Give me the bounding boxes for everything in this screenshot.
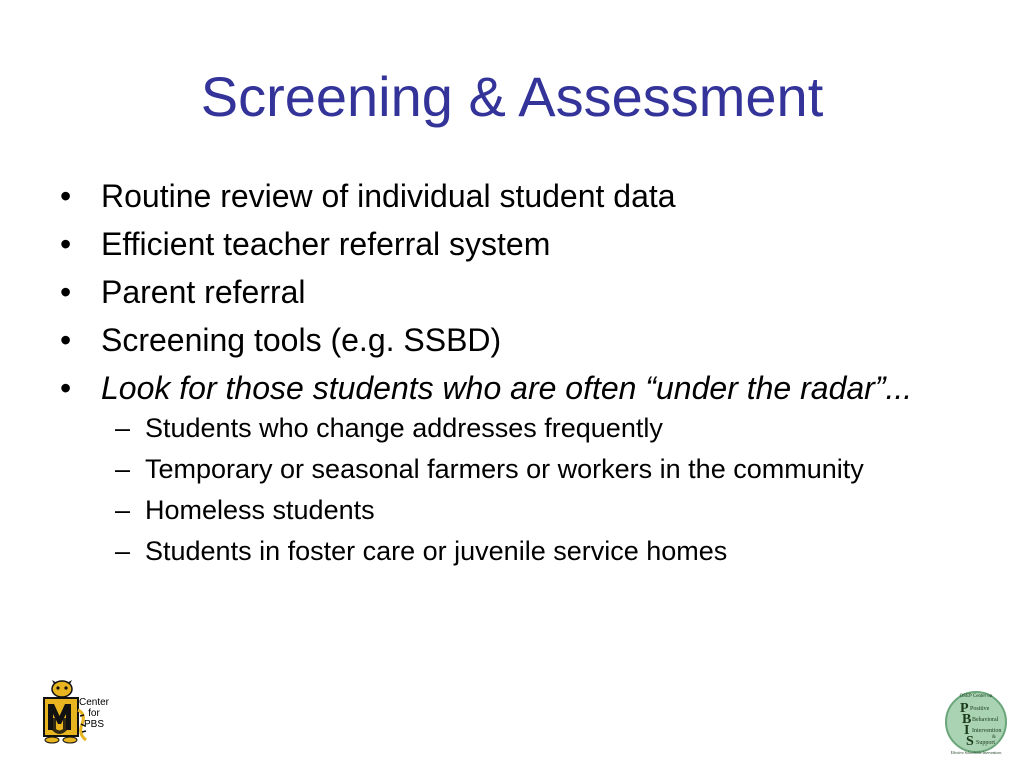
dash-mark: –	[115, 536, 131, 566]
pbis-seal-icon	[940, 688, 1020, 756]
bullet-mark: •	[60, 322, 72, 358]
seal-word-amp: &	[992, 735, 996, 740]
svg-text:P: P	[960, 701, 969, 716]
svg-text:B: B	[962, 712, 972, 727]
bullet-item	[56, 370, 976, 567]
bullet-mark: •	[60, 178, 72, 214]
sub-bullet-list	[101, 413, 976, 567]
seal-word-behavioral: Behavioral	[972, 717, 999, 723]
bullet-text: Efficient teacher referral system	[101, 226, 551, 262]
bullet-mark: •	[60, 226, 72, 262]
seal-word-positive: Positive	[970, 706, 990, 712]
bullet-item	[56, 274, 976, 311]
bullet-item	[56, 178, 976, 215]
svg-text:I: I	[964, 723, 970, 738]
sub-bullet-text: Temporary or seasonal farmers or workers in the community	[145, 454, 864, 484]
seal-word-support: Support	[976, 740, 996, 746]
bullet-text: Look for those students who are often “under the radar”...	[101, 370, 913, 406]
sub-bullet-item	[101, 536, 976, 567]
dash-mark: –	[115, 454, 131, 484]
logo-line-for: for	[88, 708, 100, 719]
seal-footer-text: Effective Schoolwide Interventions	[950, 751, 1002, 755]
dash-mark: –	[115, 495, 131, 525]
bullet-mark: •	[60, 274, 72, 310]
center-for-pbs-label	[76, 697, 112, 730]
dash-mark: –	[115, 413, 131, 443]
sub-bullet-text: Students who change addresses frequently	[145, 413, 663, 443]
sub-bullet-item	[101, 413, 976, 444]
seal-header-text: OSEP Center on	[959, 694, 993, 699]
svg-text:S: S	[966, 734, 974, 749]
sub-bullet-text: Homeless students	[145, 495, 375, 525]
sub-bullet-text: Students in foster care or juvenile service homes	[145, 536, 728, 566]
bullet-list	[56, 178, 976, 578]
bullet-item	[56, 226, 976, 263]
bullet-text: Parent referral	[101, 274, 306, 310]
sub-bullet-item	[101, 495, 976, 526]
bullet-item	[56, 322, 976, 359]
slide-title: Screening & Assessment	[200, 65, 824, 128]
logo-line-center: Center	[78, 697, 109, 708]
logo-line-pbs: PBS	[83, 719, 104, 730]
bullet-text: Routine review of individual student data	[101, 178, 676, 214]
seal-word-intervention: Intervention	[972, 728, 1002, 734]
bullet-mark: •	[60, 370, 72, 406]
sub-bullet-item	[101, 454, 976, 485]
bullet-text: Screening tools (e.g. SSBD)	[101, 322, 502, 358]
